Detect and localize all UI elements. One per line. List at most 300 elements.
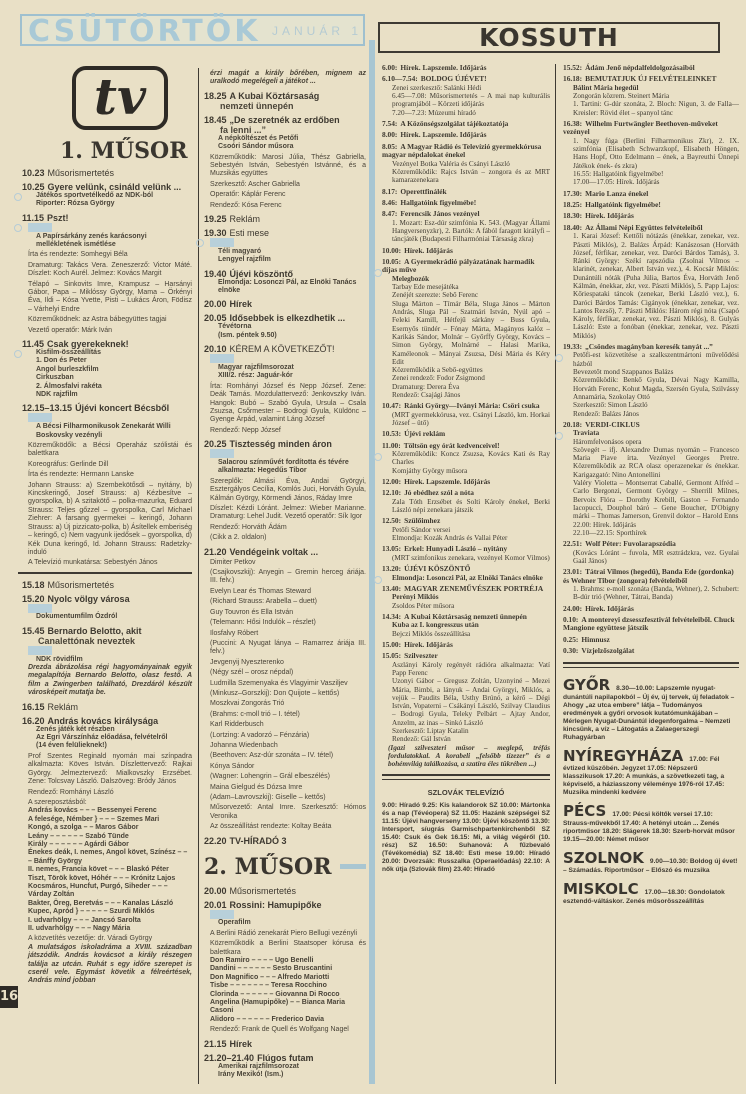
tv-logo	[72, 66, 168, 130]
program-title-line	[382, 430, 550, 438]
program-title: Csak gyerekeknek!	[47, 339, 129, 350]
program-details: (Lortzing: A vadorzó – Fénzária)	[210, 731, 310, 739]
program-entry	[563, 540, 739, 565]
program-details: 22.10—22.15: Sporthírek	[573, 528, 647, 537]
program-title: Gyere velünk, csináld velünk ...	[47, 182, 182, 192]
program-title-line	[22, 213, 192, 223]
program-details: Evelyn Lear és Thomas Steward	[210, 587, 312, 595]
program-time: 8.05:	[382, 141, 398, 151]
program-details: 17.00—17.05: Hírek. Időjárás	[573, 178, 660, 187]
program-title: Jó ebédhez szól a nóta	[404, 488, 474, 498]
program-title: A Kubai Köztársaság nemzeti ünnepén	[404, 611, 527, 621]
program-entry	[563, 75, 739, 117]
program-title: A montereyi dzsesszfesztivál felvételeiből. Chuck Mangione együttese játszik	[563, 614, 735, 633]
program-time: 8.00:	[382, 130, 398, 140]
program-credit: Rendező: Frank de Quell és Wolfgang Nagel	[210, 1026, 349, 1034]
program-title: Esti mese	[229, 228, 270, 239]
program-subtitle: Riporter: Rózsa György	[36, 200, 115, 208]
divider	[382, 774, 550, 780]
cast-line: Don Ramiro – – – – Ugo Benelli	[210, 957, 314, 964]
program-subtitle: NDK rövidfilm	[36, 655, 83, 663]
program-details: (MRT gyermekkórusa, vez. Csányi László, km. Horkai József – ütő)	[392, 410, 550, 427]
regional-schedule: 9.00—10.30: Boldog új évet! – Számadás. Riportműsor – Előszó és muzsika	[563, 857, 738, 874]
program-title-line	[204, 313, 366, 323]
program-details: (Négy szél – orosz népdal)	[210, 669, 294, 677]
program-title-line	[382, 210, 550, 218]
program-time: 11.15	[22, 212, 45, 223]
program-title-line	[382, 517, 550, 525]
program-subtitle: Kuba az I. kongresszus után	[392, 621, 479, 630]
program-entry	[382, 199, 550, 207]
program-title-line	[204, 886, 366, 896]
program-note: (Igazi szilveszteri műsor – meglepő, tréfás fordulatokkal. A korabeli „felsőbb tízezer” és a bohémvilág találkozása, a szatíra éles tükrében ...)	[388, 743, 550, 769]
program-entry	[382, 131, 550, 139]
program-title: ÚJÉVI KÖSZÖNTŐ	[404, 564, 471, 574]
program-time: 15.05:	[382, 651, 402, 661]
cast-line: Tisbe – – – – – – – Teresa Rocchino	[210, 982, 327, 990]
program-time: 15.00:	[382, 639, 402, 649]
program-entry	[382, 517, 550, 542]
program-title: Hallgatóink figyelmébe!	[585, 200, 661, 209]
divider	[18, 572, 192, 574]
program-title-line	[563, 616, 739, 633]
program-title-line	[382, 652, 550, 660]
kossuth-banner	[378, 22, 720, 53]
cast-line: Clorinda – – – – – – Giovanna Di Rocco	[210, 990, 340, 998]
circle-marker-icon	[374, 453, 382, 461]
regional-city: SZOLNOK	[563, 848, 644, 867]
program-title: Hírek. Időjárás	[404, 639, 453, 649]
program-title: Hírek	[229, 1038, 253, 1049]
program-title: BEMUTATJUK ÚJ FELVÉTELEINKET	[585, 74, 717, 84]
program-title-line	[563, 540, 739, 548]
program-details: 22.00: Hírek. Időjárás	[573, 520, 637, 529]
column-rule	[555, 64, 556, 1084]
program-title: Tisztesség minden áron	[229, 439, 332, 450]
program-time: 12.50:	[382, 516, 402, 526]
program-time: 13.20:	[382, 564, 402, 574]
program-entry	[204, 299, 366, 309]
program-time: 8.46:	[382, 197, 398, 207]
program-entry	[563, 343, 739, 418]
program-title: Idősebbek is elkezdhetik ...	[229, 313, 346, 324]
program-title-line	[382, 131, 550, 139]
program-time: 7.54:	[382, 119, 398, 128]
program-details: Rendező: Balázs János	[573, 409, 639, 418]
regional-station	[563, 880, 739, 906]
program-title: A Magyar Rádió és Televízió gyermekkórusa magyar népdalokat énekel	[382, 141, 542, 160]
program-details: 1. Brahms: e-moll szonáta (Banda, Wehner), 2. Schubert: B-dúr trió (Wehner, Tátrai, Banda)	[573, 584, 739, 602]
program-details: Petőfi-est közvetítése a szalkszentmártoni művelődési házból	[573, 351, 739, 368]
program-title-line	[204, 547, 366, 557]
program-title: Hírek. Lapszemle. Időjárás	[400, 63, 487, 72]
program-details: Maina Gielgud és Dózsa Imre	[210, 783, 303, 791]
program-details: Zenei rendező: Fodor Zsigmond	[392, 374, 485, 383]
program-details: Írta és rendezte: Hermann Lanske	[28, 471, 134, 479]
color-broadcast-badge	[210, 449, 234, 458]
program-details: Műsorvezető: Antal Imre. Szerkesztő: Hómos Veronika	[210, 804, 366, 820]
program-details: Közreműködik: Rajcs István – zongora és az MRT kamarazenekara	[392, 167, 550, 185]
program-entry	[382, 478, 550, 486]
program-title-line	[382, 641, 550, 649]
program-title: Újévi koncert Bécsből	[75, 403, 170, 414]
cast-line: II. nemes, Francia követ – – – Blaskó Péter	[28, 866, 169, 874]
program-entry	[22, 626, 192, 698]
program-entry	[382, 430, 550, 438]
circle-marker-icon	[555, 432, 563, 440]
program-title: Hírek	[229, 299, 253, 310]
program-time: 8.47:	[382, 209, 398, 219]
program-details: 16.55: Hallgatóink figyelmébe!	[573, 170, 664, 178]
program-subtitle: 2. Álmosfalvi rakéta	[36, 382, 102, 390]
program-title: Reklám	[229, 214, 261, 225]
program-time: 14.34:	[382, 611, 402, 621]
program-details: Sluga Márton – Tímár Béla, Sluga János – Márton András, Sluga Pál – Szatmári István, Nyúl apó – Feleki Kamill, Hétfejű sárkány – Buss Gyula, Esernyős tündér – Fónay Márta, Magányos kalóz – Karikás Sándor, Molnár – Győrffy György, Kovács – Simon György, Molnárné – Halasi Marika, Kaméleonok – Mányai Zsuzsa, Dési Mária és Kéry Edit	[392, 299, 550, 366]
program-title-line	[22, 594, 192, 604]
program-entry	[22, 403, 192, 567]
program-details: Közreműködnek: az Astra bábegyüttes tagjai	[28, 316, 167, 324]
cast-line: Énekes deák, I. nemes, Angol követ, Színész – – – Bánffy György	[28, 849, 188, 865]
tv2-program-list	[204, 886, 366, 1080]
program-title: Rossini: Hamupipőke	[229, 899, 322, 910]
program-time: 20.25	[204, 439, 227, 450]
circle-marker-icon	[14, 224, 22, 232]
cast-line: Alidoro – – – – – – Frederico Davia	[210, 1015, 324, 1023]
program-note: A mulatságos iskoladráma a XVIII. században játszódik. András kovácsot a király részegen találja az utcán. Ruhát s egy időre szerepet is cserél vele. Egymást követik a félreértések, András mind jobban	[28, 943, 192, 985]
program-subtitle: Cirkuszban	[36, 374, 74, 382]
program-time: 20.00	[204, 299, 227, 310]
program-details: Díszlet: Kézdi Lóránt. Jelmez: Wieber Marianne. Dramaturg: Lehel Judit. Vezető operatőr: Sík Igor	[210, 505, 366, 521]
program-title-line	[22, 626, 192, 636]
program-title: Hírek. Lapszemle. Időjárás	[400, 130, 487, 140]
program-title: Nyolc völgy városa	[47, 593, 130, 604]
program-details: Rendező: Kósa Ferenc	[210, 201, 282, 209]
channel-2-header	[204, 854, 366, 880]
program-details: Ilosfalvy Róbert	[210, 629, 259, 637]
program-entry	[204, 1053, 366, 1080]
program-subtitle: Az Egri Várszínház előadása, felvételről	[36, 734, 168, 742]
color-broadcast-badge	[28, 646, 52, 655]
program-details: Moszkvai Zongorás Trió	[210, 700, 285, 708]
program-title-line	[563, 224, 739, 232]
program-details: Közreműködik: Benkő Gyula, Dévai Nagy Kamilla, Horváth Ferenc, Kohut Magda, Szersén Gyula, Szilvássy Annamária, Szokolay Ottó	[573, 376, 739, 401]
program-title: Bernardo Belotto, akit	[47, 625, 142, 636]
program-title-line	[563, 636, 739, 644]
program-title: A Kubai Köztársaság	[229, 90, 320, 101]
program-details: Vezető operatőr: Márk Iván	[28, 326, 113, 334]
program-details: Télapó – Sinkovits Imre, Krampusz – Harsányi Gábor, Papa – Miklóssy György, Mama – Örkényi Éva, Ildi – Kósa Yvette, Pisti – Lukács Áron, Födisz – Várhelyi Endre	[28, 280, 192, 313]
program-time: 15.52:	[563, 63, 583, 72]
program-details: Bejczi Miklós összeállítása	[392, 629, 471, 638]
program-time: 21.15	[204, 1038, 227, 1049]
program-entry	[382, 247, 550, 255]
tv1-program-list-evening	[204, 70, 366, 846]
program-entry	[204, 344, 366, 435]
program-time: 20.05	[204, 313, 227, 324]
program-details: Koreográfus: Gerlinde Dill	[28, 460, 109, 468]
program-time: 8.17:	[382, 186, 398, 196]
program-title: MAGYAR ZENEMŰVÉSZEK PORTRÉJA	[404, 583, 544, 593]
program-title-line	[382, 64, 550, 72]
program-subtitle: NDK rajzfilm	[36, 391, 78, 399]
program-title-line	[382, 247, 550, 255]
program-title: Műsorismertetés	[47, 168, 115, 178]
program-time: 13.40:	[382, 583, 402, 593]
program-details: Elmondja: Kozák András és Vallai Péter	[392, 534, 508, 543]
page-number: 16	[0, 986, 18, 1008]
program-entry	[382, 641, 550, 649]
program-title: Hírek. Időjárás	[585, 211, 634, 221]
cast-line: Tiszt, Török követ, Hóhér – – – Krónitz Lajos	[28, 874, 176, 882]
program-title: Operettfinálék	[400, 186, 447, 196]
color-broadcast-badge	[210, 354, 234, 363]
program-time: 15.18	[22, 579, 45, 590]
cast-line: Leány – – – – – – Szabó Tünde	[28, 832, 129, 840]
program-note: érzi magát a király bőrében, mignem az uralkodó megelégeli a játékot ...	[210, 70, 366, 86]
program-details: Közreműködik: Koncz Zsuzsa, Kovács Kati és Ray Charles	[392, 450, 550, 467]
program-details: Prof Szentes Reginald nyomán mai színpadra alkalmazta: Köves István. Díszlettervező: Rajkai György. Jelmeztervező: Mialkovszky Erzsébet. Zene: Tolcsvay László. Dalszöveg: Bródy János	[28, 752, 192, 786]
program-entry	[382, 613, 550, 638]
program-entry	[382, 64, 550, 72]
program-entry	[382, 565, 550, 582]
program-time: 16.38:	[563, 119, 583, 128]
program-time: 12.10:	[382, 488, 402, 498]
program-details: 7.20—7.23: Múzeumi híradó	[392, 108, 476, 117]
cast-line: II. udvarhölgy – – – Nagy Mária	[28, 925, 131, 932]
program-details: Uzonyi Gábor – Gregusz Zoltán, Uzonyiné – Mezei Mária, Bimbi, a lányuk – Andai Györgyi, Miklós, a vejük – Paudits Béla, Usthy Brúnó, a kérő – Dégi István, Vopaterni – Csákányi László, Szilvay Claudius – Bodrogi Gyula, Teleky Pelbárt – Ajtay Andor, Anzelm, az inas – Sinkó László	[392, 677, 550, 727]
program-title: VERDI-CIKLUS	[585, 419, 640, 429]
program-entry	[22, 339, 192, 399]
program-time: 12.15–13.15	[22, 403, 73, 414]
program-entry	[563, 64, 739, 72]
program-subtitle: Dokumentumfilm Ózdról	[36, 613, 118, 621]
program-time: 6.00:	[382, 63, 398, 72]
program-subtitle: Amerikai rajzfilmsorozat	[218, 1062, 299, 1070]
color-broadcast-badge	[28, 604, 52, 613]
program-title: Vendégeink voltak ...	[229, 546, 319, 557]
cast-line: Kocsmáros, Huncfut, Purgó, Siheder – – – Várday Zoltán	[28, 882, 168, 899]
program-title-line	[204, 439, 366, 449]
program-note: Drezda ábrázolása régi hagyományainak egyik megalapítója Bernardo Belotto, olasz festő. A film a Zwingerben található, Drezdáról készült városképeit mutatja be.	[28, 664, 192, 697]
program-entry	[563, 636, 739, 644]
program-title: Műsorismertetés	[229, 885, 297, 896]
program-details: (Kovács Lóránt – fuvola, MR esztrádzkra, vez. Gyulai Gaál János)	[573, 548, 739, 565]
cast-line: András kovács – – – Bessenyei Ferenc	[28, 807, 157, 815]
program-entry	[563, 616, 739, 633]
channel-2-title: 2. MŰSOR	[204, 853, 332, 880]
program-details: Közreműködik: Marosi Júlia, Thész Gabriella, Sebestyén István, Sebestyén Istvánné, és a Muzsikás együttes	[210, 153, 366, 178]
program-title-line	[204, 228, 366, 238]
program-title-line	[382, 188, 550, 196]
program-time: 18.25:	[563, 200, 583, 209]
slovak-tv-title: SZLOVÁK TELEVÍZIÓ	[427, 788, 505, 798]
program-details: Szereplők: Almási Éva, Andai Györgyi, Esztergályos Cecília, Komlós Juci, Horváth Gyula, Kálmán György, Körmendi János, Ráday Imre	[210, 477, 366, 502]
program-title-continued: Canalettónak neveztek	[38, 635, 136, 646]
program-details: Kónya Sándor	[210, 762, 255, 770]
program-time: 0.25:	[563, 634, 579, 644]
program-details: Írta és rendezte: Somhegyi Béla	[28, 251, 128, 259]
tv-logo-text: tv	[93, 67, 147, 126]
program-entry	[382, 442, 550, 475]
program-title: BOLDOG ÚJÉVET!	[420, 74, 487, 84]
program-details: Karl Ridderbusch	[210, 721, 264, 729]
cast-line: Don Magnifico – – – Alfredo Mariotti	[210, 973, 330, 981]
program-details: Jevgenyij Nyeszterenko	[210, 658, 284, 666]
program-title-line	[563, 212, 739, 220]
program-entry	[204, 70, 366, 87]
program-entry	[204, 547, 366, 832]
program-title-line	[382, 613, 550, 621]
cast-line: Kupec, Apród } – – – – – Szurdi Miklós	[28, 908, 155, 916]
program-details: Rendező: Romhányi László	[28, 788, 114, 796]
cast-line: Király – – – – – – Agárdi Gábor	[28, 840, 129, 848]
program-subtitle: Melegbozók	[392, 274, 430, 283]
program-title: Wilhelm Furtwängler Beethoven-műveket vezényel	[563, 119, 718, 137]
regional-schedule: 17.00—18.30: Gondolatok esztendő-váltáskor. Zenés műsorösszeállítás	[563, 888, 725, 905]
program-time: 21.20	[204, 546, 227, 557]
program-entry	[563, 421, 739, 537]
program-details: Rendező: Csajági János	[392, 391, 461, 399]
program-details: Szövegét – ifj. Alexandre Dumas nyomán – Francesco Maria Piave írta. Vezényel Georges Pretre. Közreműködik az RCA olasz operazenekar és énekkar. Karigazgató: Nino Antonellini	[573, 445, 739, 479]
program-details: 1. Mozart: Esz-dúr szimfónia K. 543. (Magyar Állami Hangversenyzkr), 2. Bartók: A fából faragott királyfi – táncjáték (Budapesti Filharmóniai Társaság zkra)	[392, 218, 550, 244]
program-entry	[22, 213, 192, 335]
regional-city: PÉCS	[563, 801, 607, 820]
program-title: Ferencsik János vezényel	[400, 209, 480, 219]
program-details: (Telemann: Hősi Indulók – részlet)	[210, 619, 316, 627]
program-details: Johann Strauss: a) Szembekötősdi – nyitány, b) Kincskeringő, Josef Strauss: a) Kézbesítve – gyorspolka, b) A szitakötő – polka-mazurka, Eduard Strauss: Teljes gőzzel – gyorspolka, Carl Michael Ziehrer: A farsang gyermekei – keringő, Johann Strauss: a) Új pizzicato-polka, b) Ásítellek emberiség – keringő, c) Nem vagyunk ijedősek – gyorspolka, d) Kék Duna keringő, Id. Johann Strauss: Radetzky-induló	[28, 481, 192, 556]
page-gutter	[369, 40, 375, 1084]
program-entry	[204, 900, 366, 1035]
program-details: (Wagner: Lohengrin – Grál elbeszélés)	[210, 773, 330, 781]
program-title-line	[563, 190, 739, 198]
program-title-line	[204, 1039, 366, 1049]
program-entry	[382, 545, 550, 562]
program-time: 20.18:	[563, 419, 583, 429]
program-title-line	[382, 402, 550, 410]
program-time: 19.30	[204, 228, 227, 239]
program-details: Petőfi Sándor versei	[392, 525, 451, 534]
program-title-continued: nemzeti ünnepén	[220, 100, 294, 111]
program-time: 11.45	[22, 339, 45, 350]
program-subtitle: A népköltészet és Petőfi	[218, 134, 299, 142]
program-title: „De szeretnék az erdőben	[229, 114, 340, 125]
program-time: 16.20	[22, 715, 45, 726]
program-time: 12.00:	[382, 477, 402, 486]
program-details: (Minkusz–Gorszkij): Don Quijote – kettős)	[210, 689, 340, 697]
program-details: (Beethoven: Asz-dúr szonáta – IV. tétel)	[210, 752, 334, 760]
regional-station	[563, 849, 739, 875]
kossuth-column-1	[382, 64, 550, 874]
program-title-line	[22, 182, 192, 192]
program-details: (Richard Strauss: Arabella – duett)	[210, 598, 317, 606]
program-title-line	[382, 199, 550, 207]
program-details: Rendező: Nepp József	[210, 426, 281, 434]
program-entry	[382, 402, 550, 427]
program-entry	[204, 886, 366, 896]
program-time: 18.30:	[563, 211, 583, 221]
program-title: Wolf Péter: Fuvolarapszódia	[585, 539, 676, 549]
program-title-continued: fa lenni ...”	[220, 124, 267, 135]
program-details: Operatőr: Káplár Ferenc	[210, 191, 286, 199]
program-entry	[382, 188, 550, 196]
program-subtitle: (Ism. péntek 9.50)	[218, 331, 277, 339]
program-time: 10.05:	[382, 257, 402, 267]
program-title-line	[563, 64, 739, 72]
cast-line: Dandini – – – – – – Sesto Bruscantini	[210, 965, 333, 973]
program-details: Zenei szerkesztő: Salánki Hédi	[392, 83, 482, 92]
program-time: 19.40	[204, 268, 227, 279]
program-entry	[22, 182, 192, 209]
regional-schedule: 8.30—10.00: Lapszemle nyugat-dunántúli napilapokból – Új év, új tervek, új feladatok – Ahogy „az utca embere” látja – Tudományos eredmények a győri orvosok kutatómunkájában – Mérlegen Nyugat-Dunántúl idegenforgalma – Nemzeti kincsünk, a víz – Látogatás a Zalaegerszegi Ruhagyárban	[563, 684, 735, 741]
program-title: Mario Lanza énekel	[585, 188, 649, 198]
program-details: 6.45—7.08: Műsorismertetés – A mai nap kulturális programjából – Körzeti időjárás	[392, 92, 550, 109]
program-details: 1. Tartini: G-dúr szonáta, 2. Bloch: Nigun, 3. de Falla—Kreisler: Rövid élet – spanyol tánc	[573, 100, 739, 117]
kossuth-program-list-2	[563, 64, 739, 656]
program-subtitle: 1. Don és Peter	[36, 357, 87, 365]
program-entry	[382, 75, 550, 117]
program-details: Ludmilla Szemenyaka és Vlagyimir Vasziljev	[210, 679, 348, 687]
program-credit: A közvetítés vezetője: dr. Váradi György	[28, 935, 153, 943]
program-title: Himnusz	[581, 634, 610, 644]
program-entry	[22, 594, 192, 622]
cast-line: Angelina (Hamupipőke) – – Bianca Maria Casoni	[210, 999, 345, 1015]
program-subtitle: Lengyel rajzfilm	[218, 256, 271, 264]
program-time: 21.20–21.40	[204, 1052, 255, 1063]
program-time: 18.40:	[563, 222, 583, 232]
program-entry	[204, 1039, 366, 1049]
program-time: 18.25	[204, 90, 227, 101]
program-title-line	[382, 478, 550, 486]
program-title-line	[563, 605, 739, 613]
program-title: A Gyermekrádió pályázatának harmadik díjas műve	[382, 257, 535, 275]
program-details: Valéry Violetta – Montserrat Caballé, Germont Alfréd – Carlo Bergonzi, Germont György – Sherrill Milnes, Bervoix Flóra – Dorothy Krebill, Gaston – Fernando Iacopucci, Douphol báró – Gene Boucher, D'Obigny márki – Thomas Jamerson, Grenvil doktor – Harold Enns	[573, 479, 739, 521]
program-title-line	[204, 91, 366, 101]
cast-line: Kongó, a szolga – – Maros Gábor	[28, 824, 139, 832]
regional-station	[563, 747, 739, 797]
regional-city: GYŐR	[563, 675, 611, 694]
program-subtitle: Angol burleszkfilm	[36, 365, 99, 373]
program-subtitle: Elmondja: Losonczi Pál, az Elnöki Tanács elnöke	[218, 278, 357, 295]
program-time: 16.15	[22, 701, 45, 712]
program-entry	[382, 210, 550, 243]
kossuth-column-2	[563, 64, 739, 911]
program-entry	[563, 647, 739, 655]
program-details: (MRT szimfonikus zenekara, vezényel Komor Vilmos)	[392, 553, 550, 562]
program-title-line	[382, 585, 550, 593]
program-subtitle: Elmondja: Losonczi Pál, az Elnöki Tanács elnöke	[392, 573, 543, 582]
color-broadcast-badge	[210, 910, 234, 919]
program-title-line	[22, 339, 192, 349]
program-time: 10.47:	[382, 401, 402, 411]
program-title: Ránki György—Iványi Mária: Csöri csuka	[404, 401, 540, 411]
circle-marker-icon	[374, 576, 382, 584]
program-details: Zala Tóth Erzsébet és Solti Károly énekel, Berki László népi zenekara játszik	[392, 497, 550, 515]
program-time: 0.30:	[563, 646, 579, 656]
program-title-line	[204, 214, 366, 224]
program-title-line	[563, 75, 739, 83]
program-title: Az Állami Népi Együttes felvételeiből	[585, 222, 703, 232]
program-title: Szülőimhez	[404, 516, 441, 526]
program-details: Aszlányi Károly regényét rádióra alkalmazta: Vatí Papp Ferenc	[392, 660, 550, 677]
program-entry	[563, 190, 739, 198]
program-details: A Berlini Rádió zenekarát Piero Bellugi vezényli	[210, 929, 358, 937]
program-title-line	[204, 115, 366, 125]
program-title: Reklám	[47, 701, 79, 712]
color-broadcast-badge	[28, 223, 52, 232]
program-details: Dimiter Petkov	[210, 558, 256, 566]
program-title: Műsorismertetés	[47, 579, 115, 590]
program-details: Közreműködik a Sebő-együttes	[392, 366, 483, 375]
